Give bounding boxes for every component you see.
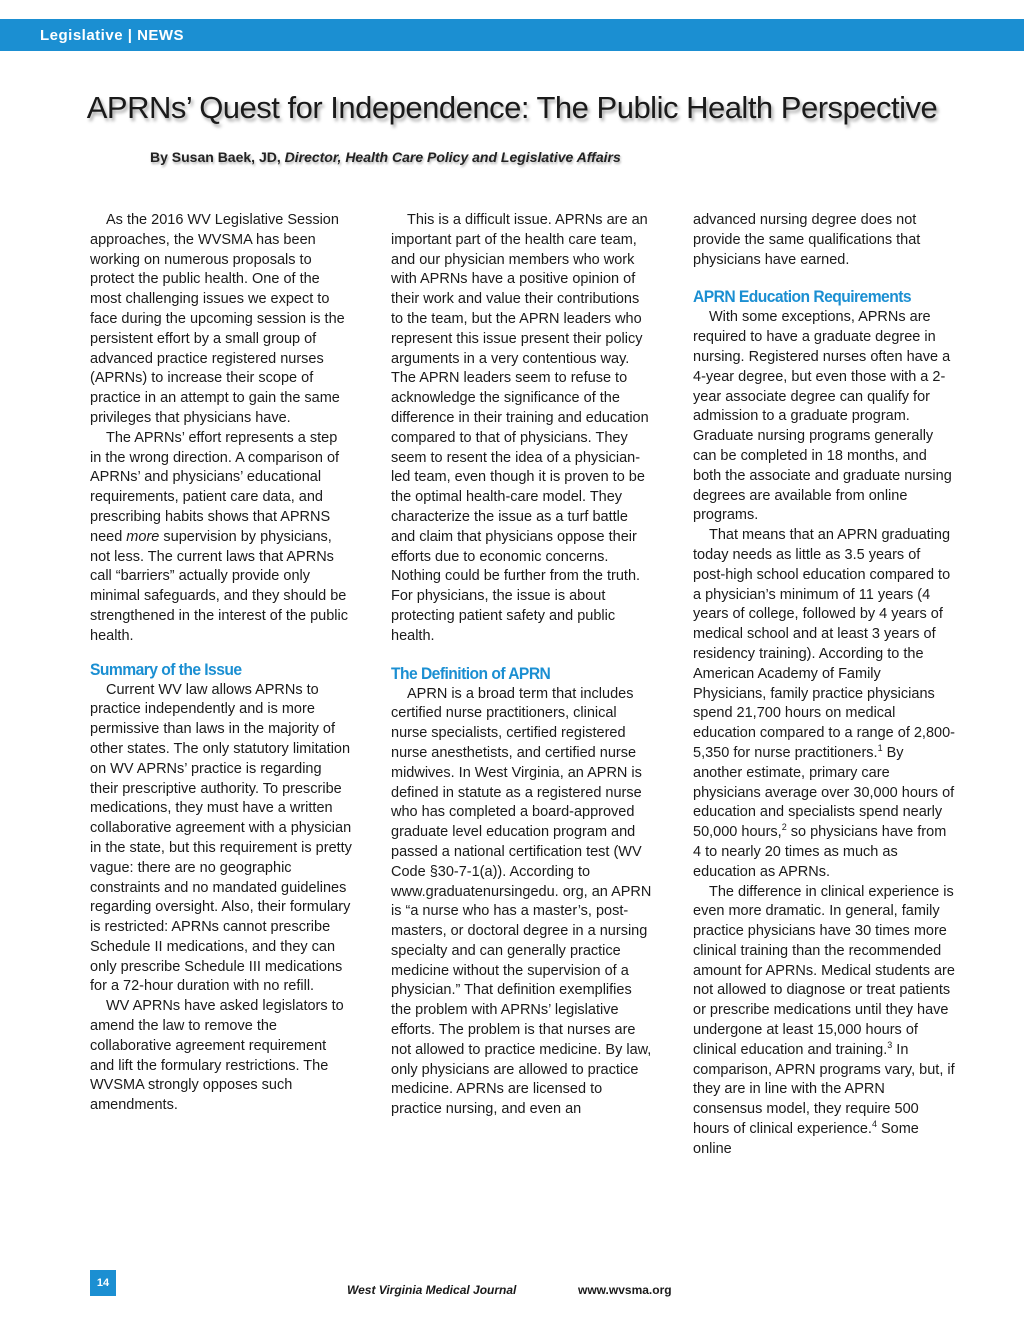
- footnote-ref: 2: [781, 822, 787, 833]
- paragraph: The APRNs’ effort represents a step in the wrong direction. A comparison of APRNs’ and physicians’ educational requirements, patient care data, and prescribing habits shows that APRNS need more supervision by physicians, not less. The current laws that APRNs call “barriers” actually provide only minimal safeguards, and they should be strengthened in the interest of the public health.: [90, 429, 348, 644]
- paragraph: With some exceptions, APRNs are required to have a graduate degree in nursing. Registered nurses often have a 4-year degree, but even those with a 2-year associate degree can qualify for admission to a graduate program. Graduate nursing programs generally can be completed in 18 months, and both the associate and graduate nursing degrees are available from online programs.: [693, 309, 952, 524]
- byline-author: By Susan Baek, JD,: [150, 149, 281, 165]
- page-number: 14: [90, 1270, 116, 1296]
- footer-url[interactable]: www.wvsma.org: [578, 1283, 672, 1297]
- column-2: [391, 211, 653, 1120]
- column-3: [693, 211, 955, 1160]
- paragraph: advanced nursing degree does not provide the same qualifications that physicians have earned.: [693, 212, 921, 268]
- byline-role: Director, Health Care Policy and Legislative Affairs: [284, 149, 621, 165]
- footnote-ref: 4: [871, 1119, 877, 1130]
- column-1: [90, 211, 352, 1116]
- section-banner: [0, 19, 1024, 51]
- footnote-ref: 1: [877, 743, 883, 754]
- paragraph: Current WV law allows APRNs to practice independently and is more permissive than laws in the majority of other states. The only statutory limitation on WV APRNs’ practice is regarding their prescriptive authority. To prescribe medications, they must have a written collaborative agreement with a physician in the state, but this requirement is pretty vague: there are no geographic constraints and no mandated guidelines regarding oversight. Also, their formulary is restricted: APRNs cannot prescribe Schedule II medications, and they can only prescribe Schedule III medications for a 72-hour duration with no refill.: [90, 681, 352, 995]
- paragraph: WV APRNs have asked legislators to amend the law to remove the collaborative agreement requirement and lift the formulary restrictions. The WVSMA strongly opposes such amendments.: [90, 998, 344, 1114]
- footnote-ref: 3: [887, 1040, 893, 1051]
- byline: [150, 149, 621, 165]
- section-heading-summary: Summary of the Issue: [90, 659, 242, 679]
- footer-journal: West Virginia Medical Journal: [347, 1283, 517, 1297]
- paragraph: That means that an APRN graduating today needs as little as 3.5 years of post-high school education compared to a physician’s minimum of 11 years (4 years of college, followed by 4 years of medical school and at least 3 years of residency training). According to the American Academy of Family Physicians, family practice physicians spend 21,700 hours on medical education compared to a range of 2,800-5,350 for nurse practitioners.$^1$ By another estimate, primary care physicians average over 30,000 hours of education and specialists spend nearly 50,000 hours,$^2$ so physicians have from 4 to nearly 20 times as much as education as APRNs.: [693, 527, 955, 880]
- section-heading-education: APRN Education Requirements: [693, 287, 911, 307]
- paragraph: APRN is a broad term that includes certified nurse practitioners, clinical nurse specialists, certified registered nurse anesthetists, and certified nurse midwives. In West Virginia, an APRN is defined in statute as a registered nurse who has completed a board-approved graduate level education program and passed a national certification test (WV Code §30-7-1(a)). According to www.graduatenursingedu. org, an APRN is “a nurse who has a master’s, post-masters, or doctoral degree in a nursing specialty and can generally practice medicine without the supervision of a physician.” That definition exemplifies the problem with APRNs’ legislative efforts. The problem is that nurses are not allowed to practice medicine. By law, only physicians are allowed to practice medicine. APRNs are licensed to practice nursing, and even an: [391, 685, 652, 1118]
- section-label: Legislative | NEWS: [40, 27, 185, 44]
- paragraph: This is a difficult issue. APRNs are an important part of the health care team, and our physician members who work with APRNs have a positive opinion of their work and value their contributions to the team, but the APRN leaders who represent this issue present their policy arguments in a very contentious way. The APRN leaders seem to refuse to acknowledge the significance of the difference in their training and education compared to that of physicians. They seem to resent the idea of a physician-led team, even though it is proven to be the optimal health-care model. They characterize the issue as a turf battle and claim that physicians oppose their efforts due to economic concerns. Nothing could be further from the truth. For physicians, the issue is about protecting patient safety and public health.: [391, 212, 649, 644]
- paragraph: As the 2016 WV Legislative Session approaches, the WVSMA has been working on numerous proposals to protect the public health. One of the most challenging issues we expect to face during the upcoming session is the persistent effort by a small group of advanced practice registered nurses (APRNs) to increase their scope of practice in an attempt to gain the same privileges that physicians have.: [90, 212, 345, 426]
- article-title: APRNs’ Quest for Independence: The Public Health Perspective: [86, 90, 938, 125]
- section-heading-definition: The Definition of APRN: [391, 663, 551, 683]
- paragraph: The difference in clinical experience is even more dramatic. In general, family practice physicians have 30 times more clinical training than the recommended amount for APRNs. Medical students are not allowed to diagnose or treat patients or prescribe medications until they have undergone at least 15,000 hours of clinical education and training.$^3$ In comparison, APRN programs vary, but, if they are in line with the APRN consensus model, they require 500 hours of clinical experience.$^4$ Some online: [693, 883, 955, 1157]
